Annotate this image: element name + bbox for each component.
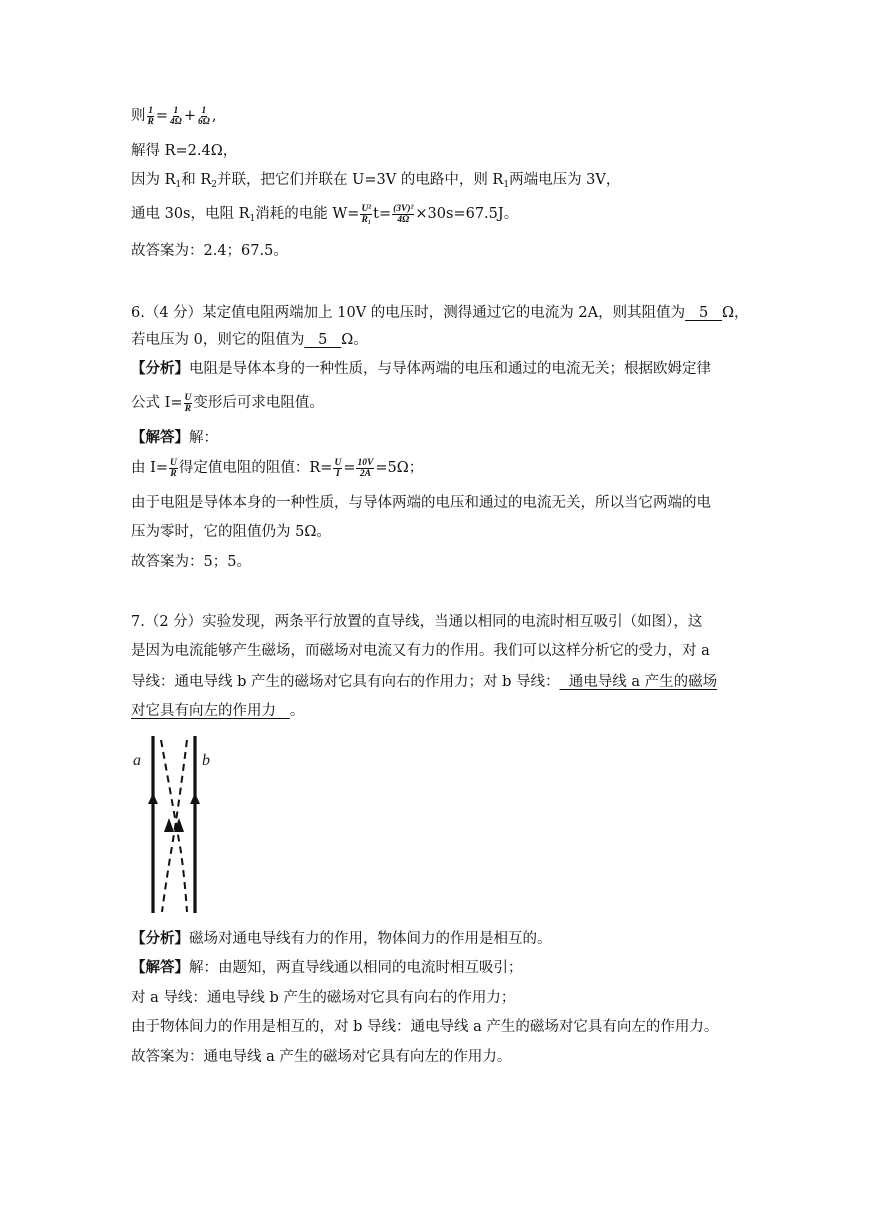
subscript: 1 bbox=[249, 214, 256, 224]
numerator: U bbox=[184, 392, 192, 403]
text: ×30s=67.5J。 bbox=[415, 206, 519, 222]
text: 消耗的电能 W= bbox=[255, 206, 360, 222]
q7-analysis bbox=[131, 928, 552, 950]
text: 两端电压为 3V， bbox=[509, 172, 621, 188]
fraction-u-over-r bbox=[169, 458, 178, 479]
answer-tag: 【解答】 bbox=[131, 959, 189, 976]
denominator: 4Ω bbox=[397, 214, 410, 225]
text: 得定值电阻的阻值：R= bbox=[178, 460, 333, 476]
text: 磁场对通电导线有力的作用，物体间力的作用是相互的。 bbox=[189, 931, 552, 947]
q7-stem-line-3 bbox=[131, 671, 717, 693]
q7-solution-line-2: 由于物体间力的作用是相互的，对 b 导线：通电导线 a 产生的磁场对它具有向左的作用力。 bbox=[131, 1019, 719, 1035]
field-arrow-1 bbox=[164, 818, 174, 832]
denominator: R bbox=[184, 403, 192, 414]
q7-answer-line-1 bbox=[131, 957, 523, 979]
denominator: 6Ω bbox=[198, 116, 210, 127]
q7-stem-line-1: 7.（2 分）实验发现，两条平行放置的直导线，当通以相同的电流时相互吸引（如图），这 bbox=[131, 614, 703, 630]
analysis-tag: 【分析】 bbox=[131, 930, 189, 947]
denominator: 4Ω bbox=[170, 116, 182, 127]
fraction-u2-over-r1 bbox=[360, 204, 372, 225]
prev-solution-line-1 bbox=[131, 105, 216, 127]
text: , bbox=[211, 108, 217, 124]
numerator: U² bbox=[361, 203, 372, 214]
text: 6.（4 分）某定值电阻两端加上 10V 的电压时，测得通过它的电流为 2A，则其阻值为 bbox=[131, 305, 686, 321]
text: = bbox=[343, 460, 356, 476]
q6-solution-line-2: 由于电阻是导体本身的一种性质，与导体两端的电压和通过的电流无关，所以当它两端的电 bbox=[131, 495, 711, 511]
numerator: U bbox=[334, 457, 342, 468]
numerator: 1 bbox=[201, 105, 207, 116]
fraction-1-over-4ohm bbox=[169, 106, 183, 127]
prev-answer-line: 故答案为：2.4；67.5。 bbox=[131, 243, 288, 259]
text: 并联，把它们并联在 U=3V 的电路中，则 R bbox=[217, 172, 504, 188]
text: 则 bbox=[131, 108, 146, 124]
text: Ω。 bbox=[341, 332, 368, 348]
q6-solution-line-1 bbox=[131, 457, 423, 479]
fraction-u-over-i bbox=[333, 458, 342, 479]
text: 和 R bbox=[181, 172, 212, 188]
text: t= bbox=[373, 206, 392, 222]
text: 。 bbox=[289, 703, 305, 719]
numerator: U bbox=[170, 457, 177, 468]
text: 导线：通电导线 b 产生的磁场对它具有向右的作用力；对 b 导线： bbox=[131, 674, 560, 690]
label-b: b bbox=[202, 752, 210, 769]
text: 通电 30s，电阻 R bbox=[131, 206, 250, 222]
text: + bbox=[183, 108, 196, 124]
text: 因为 R bbox=[131, 172, 176, 188]
label-a: a bbox=[133, 752, 141, 769]
fraction-u-over-r bbox=[184, 393, 193, 414]
denominator: 2A bbox=[359, 468, 371, 479]
subscript: 1 bbox=[503, 180, 510, 190]
numerator: (3V)² bbox=[393, 203, 414, 214]
q7-stem-line-4 bbox=[131, 700, 304, 722]
q7-final-answer: 故答案为：通电导线 a 产生的磁场对它具有向左的作用力。 bbox=[131, 1049, 512, 1065]
text: =5Ω； bbox=[375, 460, 424, 476]
numerator: 1 bbox=[148, 105, 154, 116]
text: 电阻是导体本身的一种性质，与导体两端的电压和通过的电流无关；根据欧姆定律 bbox=[189, 361, 711, 377]
text: 公式 I= bbox=[131, 395, 183, 411]
q7-stem-line-2: 是因为电流能够产生磁场，而磁场对电流又有力的作用。我们可以这样分析它的受力，对 a bbox=[131, 643, 710, 659]
prev-solution-line-4 bbox=[131, 203, 518, 230]
q6-stem-line-2 bbox=[131, 329, 368, 351]
q6-answer-blank-2: 5 bbox=[304, 332, 342, 348]
fraction-10v-over-2a bbox=[356, 458, 374, 479]
wire-a-current-arrow bbox=[148, 793, 158, 804]
q6-answer-heading bbox=[131, 427, 218, 449]
q6-answer-blank-1: 5 bbox=[685, 305, 723, 321]
q7-solution-line-1: 对 a 导线：通电导线 b 产生的磁场对它具有向右的作用力； bbox=[131, 990, 516, 1006]
numerator: 1 bbox=[173, 105, 179, 116]
text: 由 I= bbox=[131, 460, 168, 476]
denominator: R₁ bbox=[361, 214, 372, 225]
text: 变形后可求电阻值。 bbox=[193, 395, 324, 411]
wire-b-current-arrow bbox=[190, 793, 200, 804]
parallel-wires-figure bbox=[131, 732, 231, 918]
prev-solution-line-2: 解得 R=2.4Ω， bbox=[131, 143, 238, 159]
denominator: I bbox=[336, 468, 340, 479]
text: 解：由题知，两直导线通以相同的电流时相互吸引； bbox=[189, 960, 523, 976]
q6-stem-line-1 bbox=[131, 302, 749, 324]
q7-answer-blank-part-2: 对它具有向左的作用力 bbox=[131, 703, 290, 719]
q7-answer-blank-part-1: 通电导线 a 产生的磁场 bbox=[559, 674, 718, 690]
fraction-1-over-r bbox=[147, 106, 155, 127]
text: Ω， bbox=[722, 305, 749, 321]
denominator: R bbox=[147, 116, 154, 127]
q6-analysis-line-1 bbox=[131, 358, 711, 380]
denominator: R bbox=[170, 468, 177, 479]
q6-analysis-line-2 bbox=[131, 392, 324, 414]
text: 解： bbox=[189, 430, 218, 446]
text: = bbox=[155, 108, 168, 124]
numerator: 10V bbox=[357, 457, 374, 468]
analysis-tag: 【分析】 bbox=[131, 360, 189, 377]
subscript: 1 bbox=[175, 180, 182, 190]
q6-final-answer: 故答案为：5；5。 bbox=[131, 554, 251, 570]
q6-solution-line-3: 压为零时，它的阻值仍为 5Ω。 bbox=[131, 524, 331, 540]
prev-solution-line-3 bbox=[131, 169, 620, 196]
subscript: 2 bbox=[211, 180, 218, 190]
fraction-1-over-6ohm bbox=[197, 106, 211, 127]
fraction-3v2-over-4ohm bbox=[392, 204, 414, 225]
text: 若电压为 0，则它的阻值为 bbox=[131, 332, 305, 348]
answer-tag: 【解答】 bbox=[131, 429, 189, 446]
